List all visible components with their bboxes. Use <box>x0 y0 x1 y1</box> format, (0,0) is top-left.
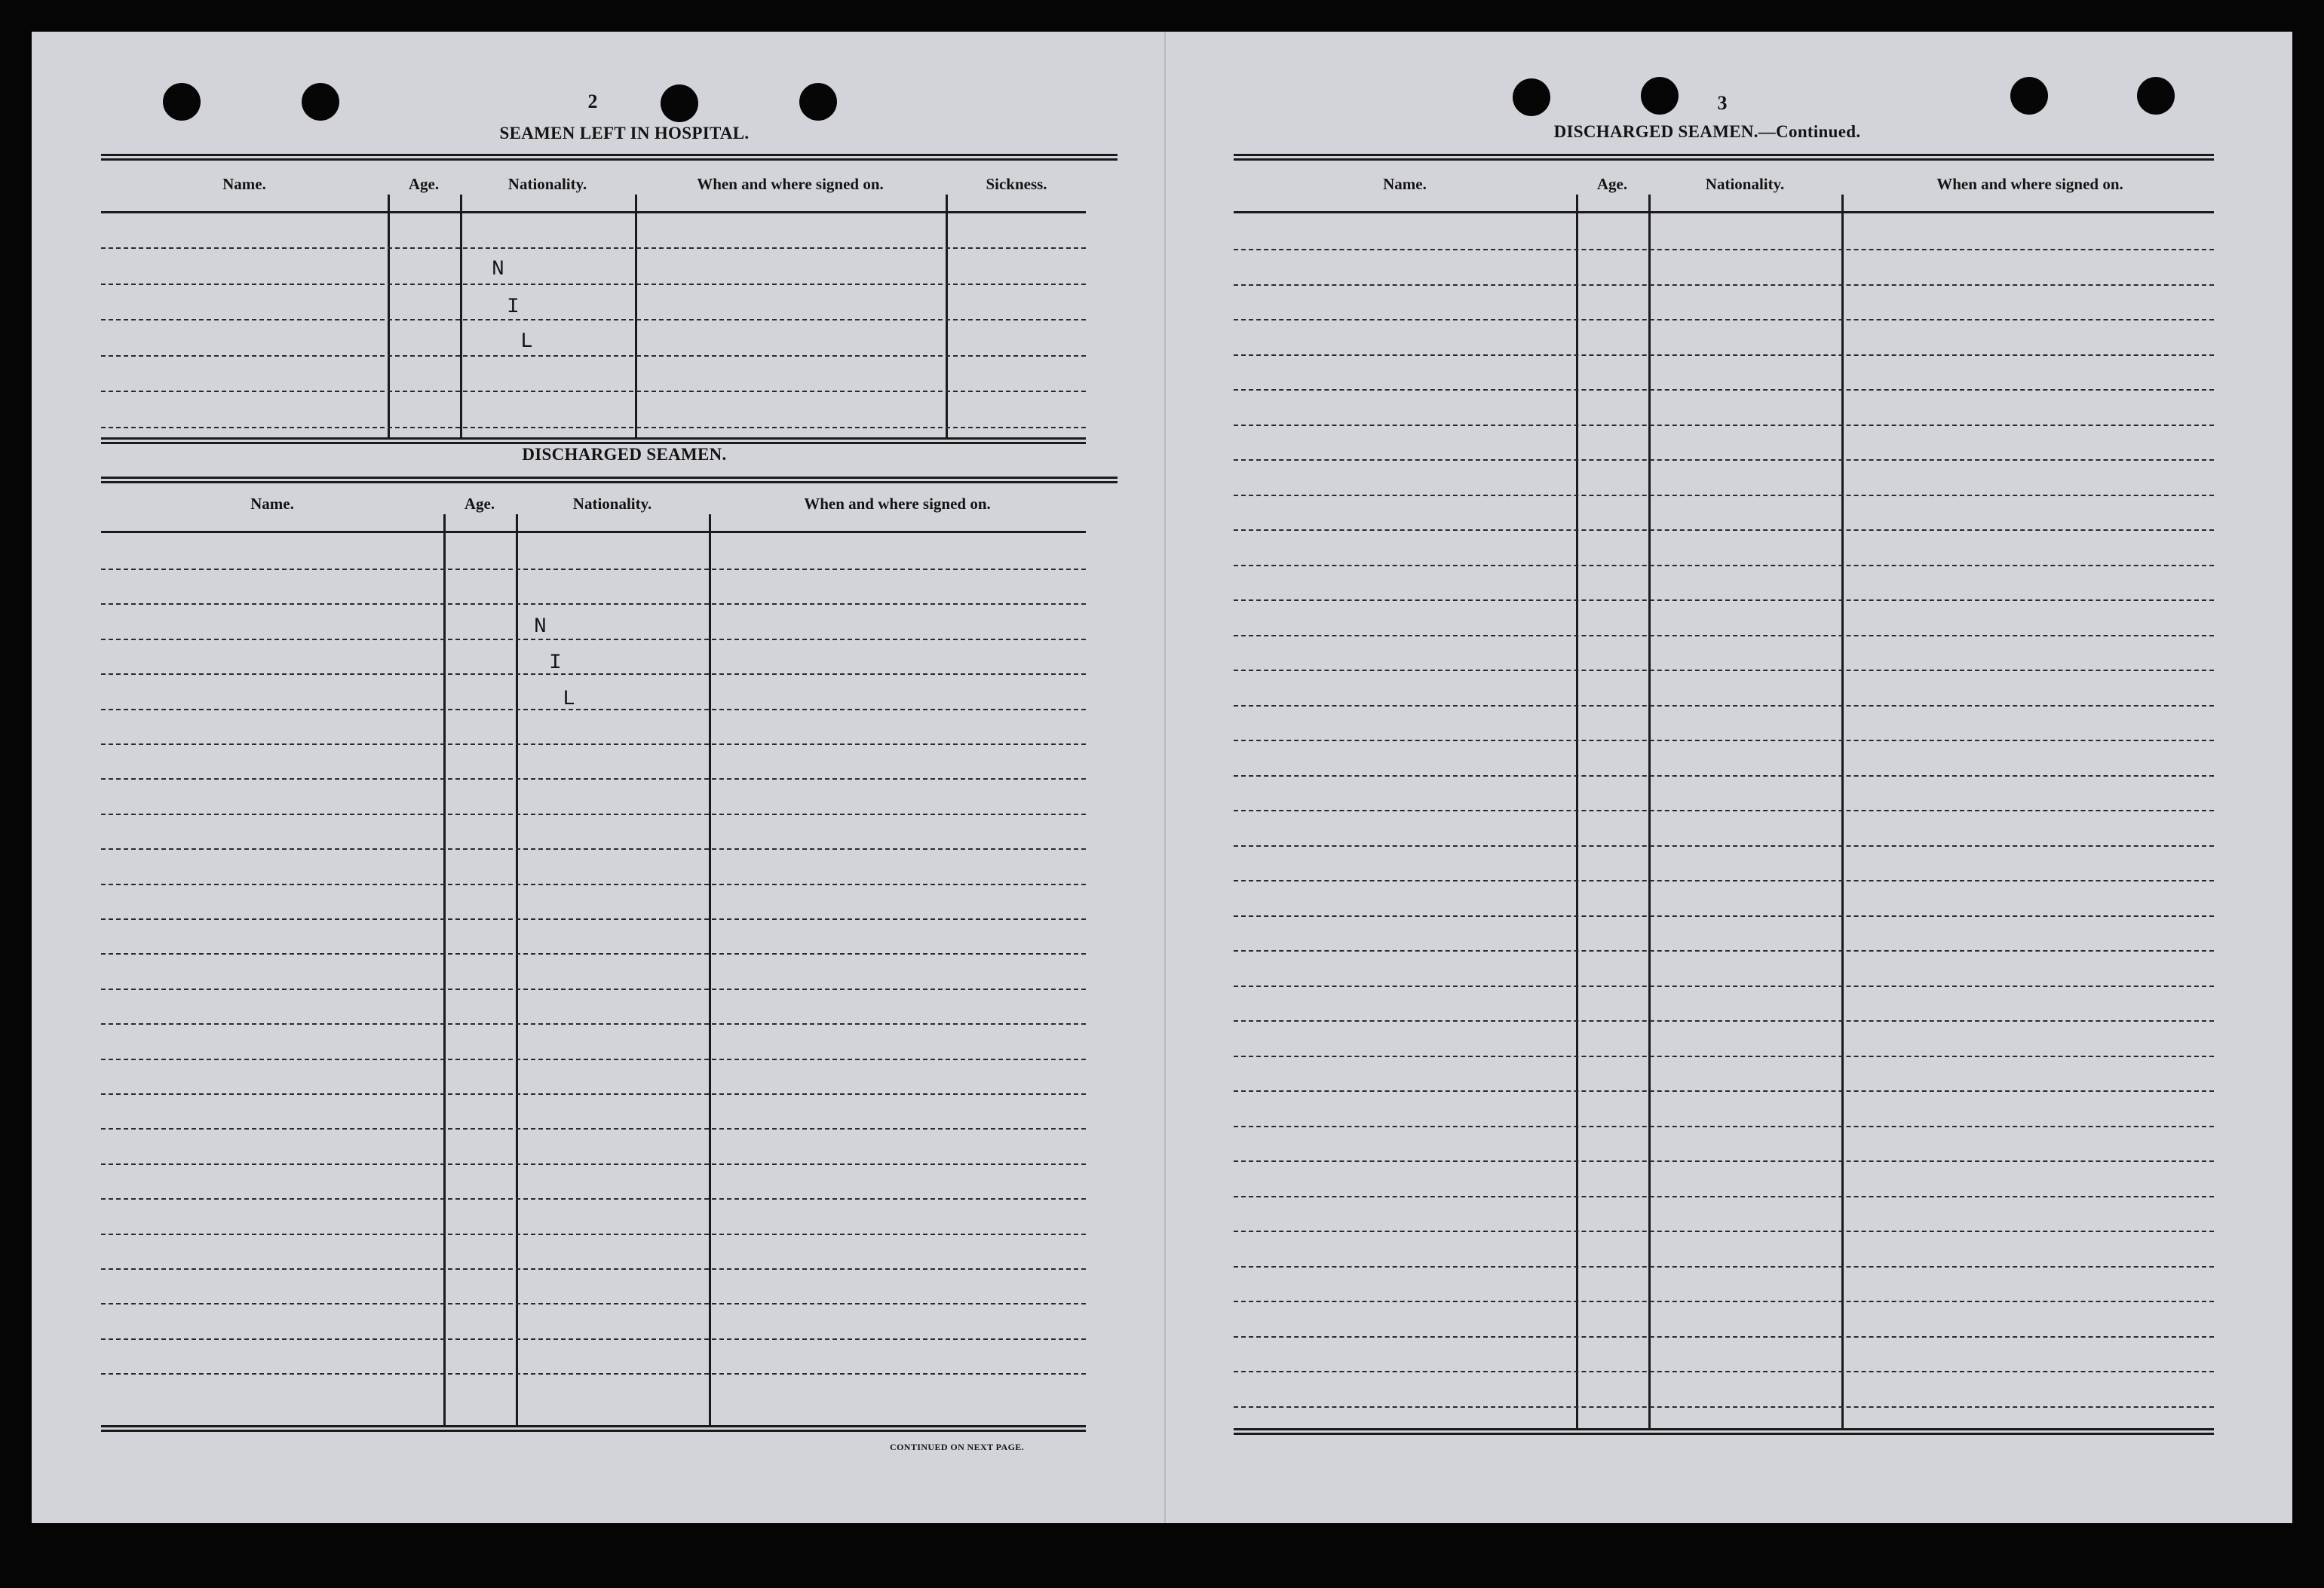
table-row-line <box>1234 986 2214 987</box>
section-title: DISCHARGED SEAMEN.—Continued. <box>1553 122 1861 141</box>
table-row-line <box>1234 1336 2214 1338</box>
table-row-line <box>1234 1090 2214 1092</box>
column-divider <box>1576 195 1578 1428</box>
column-divider <box>1648 195 1651 1428</box>
column-divider <box>443 514 446 1425</box>
col-header-signed-on: When and where signed on. <box>804 495 991 513</box>
entry-letter-l: L <box>520 330 533 354</box>
table-row-line <box>1234 1231 2214 1232</box>
header-rule <box>1234 211 2214 213</box>
punch-hole <box>799 83 837 121</box>
table-bottom-rule <box>101 437 1086 444</box>
table-row-line <box>1234 565 2214 566</box>
table-row-line <box>101 709 1086 710</box>
continued-note: CONTINUED ON NEXT PAGE. <box>890 1442 1025 1452</box>
table-row-line <box>101 284 1086 285</box>
table-row-line <box>1234 705 2214 707</box>
col-header-sickness: Sickness. <box>986 175 1047 193</box>
table-row-line <box>101 1198 1086 1200</box>
table-row-line <box>101 884 1086 885</box>
table-row-line <box>101 1268 1086 1270</box>
table-row-line <box>1234 775 2214 777</box>
table-row-line <box>1234 1406 2214 1408</box>
table-row-line <box>1234 425 2214 426</box>
col-header-name: Name. <box>1383 175 1427 193</box>
table-row-line <box>1234 1301 2214 1302</box>
table-row-line <box>101 814 1086 815</box>
col-header-name: Name. <box>250 495 294 513</box>
table-row-line <box>1234 1126 2214 1127</box>
table-row-line <box>101 1059 1086 1060</box>
table-row-line <box>101 1093 1086 1095</box>
table-row-line <box>101 319 1086 320</box>
column-divider <box>388 195 390 437</box>
table-row-line <box>1234 950 2214 952</box>
table-row-line <box>101 989 1086 990</box>
col-header-signed-on: When and where signed on. <box>1936 175 2123 193</box>
table-row-line <box>1234 599 2214 601</box>
col-header-nationality: Nationality. <box>572 495 652 513</box>
table-row-line <box>1234 1160 2214 1162</box>
column-divider <box>516 514 518 1425</box>
column-divider <box>460 195 462 437</box>
punch-hole <box>661 84 698 122</box>
table-row-line <box>101 391 1086 392</box>
table-row-line <box>1234 635 2214 636</box>
table-row-line <box>1234 529 2214 531</box>
col-header-name: Name. <box>222 175 266 193</box>
table-row-line <box>101 1234 1086 1235</box>
table-row-line <box>101 1023 1086 1025</box>
table-row-line <box>1234 284 2214 286</box>
col-header-age: Age. <box>408 175 440 193</box>
table-row-line <box>1234 319 2214 320</box>
table-bottom-rule <box>1234 1428 2214 1435</box>
column-divider <box>946 195 948 437</box>
entry-letter-n: N <box>534 615 547 639</box>
entry-letter-n: N <box>492 258 504 281</box>
table-row-line <box>101 673 1086 675</box>
table-row-line <box>101 569 1086 570</box>
table-row-line <box>101 247 1086 249</box>
page-number: 3 <box>1717 92 1728 114</box>
header-rule <box>101 211 1086 213</box>
table-row-line <box>1234 740 2214 741</box>
table-row-line <box>101 1163 1086 1165</box>
right-page <box>1164 32 2292 1523</box>
table-top-rule <box>101 154 1118 161</box>
col-header-age: Age. <box>1596 175 1628 193</box>
entry-letter-i: I <box>549 651 562 675</box>
table-row-line <box>1234 1020 2214 1022</box>
table-row-line <box>1234 1196 2214 1197</box>
table-row-line <box>101 1303 1086 1304</box>
punch-hole <box>2010 77 2048 115</box>
table-row-line <box>101 355 1086 357</box>
table-row-line <box>101 1128 1086 1130</box>
column-divider <box>1841 195 1844 1428</box>
table-row-line <box>101 848 1086 850</box>
table-row-line <box>1234 1371 2214 1372</box>
table-row-line <box>101 1373 1086 1375</box>
table-row-line <box>1234 1266 2214 1268</box>
table-row-line <box>101 603 1086 605</box>
col-header-signed-on: When and where signed on. <box>697 175 884 193</box>
table-row-line <box>1234 1056 2214 1057</box>
punch-hole <box>1641 77 1679 115</box>
table-row-line <box>101 1338 1086 1340</box>
page-number: 2 <box>587 90 598 112</box>
table-row-line <box>1234 249 2214 250</box>
header-rule <box>101 531 1086 533</box>
col-header-nationality: Nationality. <box>1705 175 1785 193</box>
table-row-line <box>1234 354 2214 356</box>
table-bottom-rule <box>101 1425 1086 1432</box>
table-row-line <box>1234 389 2214 391</box>
table-row-line <box>101 953 1086 955</box>
punch-hole <box>2137 77 2175 115</box>
table-top-rule <box>101 477 1118 483</box>
discharged-section-title: DISCHARGED SEAMEN. <box>522 445 727 464</box>
punch-hole <box>163 83 201 121</box>
column-divider <box>635 195 637 437</box>
table-row-line <box>1234 495 2214 496</box>
table-row-line <box>1234 880 2214 881</box>
table-row-line <box>1234 670 2214 671</box>
table-row-line <box>1234 810 2214 811</box>
entry-letter-i: I <box>507 296 520 319</box>
table-row-line <box>1234 459 2214 461</box>
punch-hole <box>302 83 339 121</box>
table-row-line <box>101 639 1086 640</box>
left-page <box>32 32 1164 1523</box>
col-header-age: Age. <box>464 495 495 513</box>
col-header-nationality: Nationality. <box>507 175 587 193</box>
punch-hole <box>1513 78 1550 116</box>
table-row-line <box>101 743 1086 745</box>
table-row-line <box>101 918 1086 920</box>
table-row-line <box>101 778 1086 780</box>
table-row-line <box>101 427 1086 428</box>
table-row-line <box>1234 915 2214 917</box>
column-divider <box>709 514 711 1425</box>
entry-letter-l: L <box>563 688 575 711</box>
table-row-line <box>1234 845 2214 847</box>
hospital-section-title: SEAMEN LEFT IN HOSPITAL. <box>499 124 750 143</box>
table-top-rule <box>1234 154 2214 161</box>
